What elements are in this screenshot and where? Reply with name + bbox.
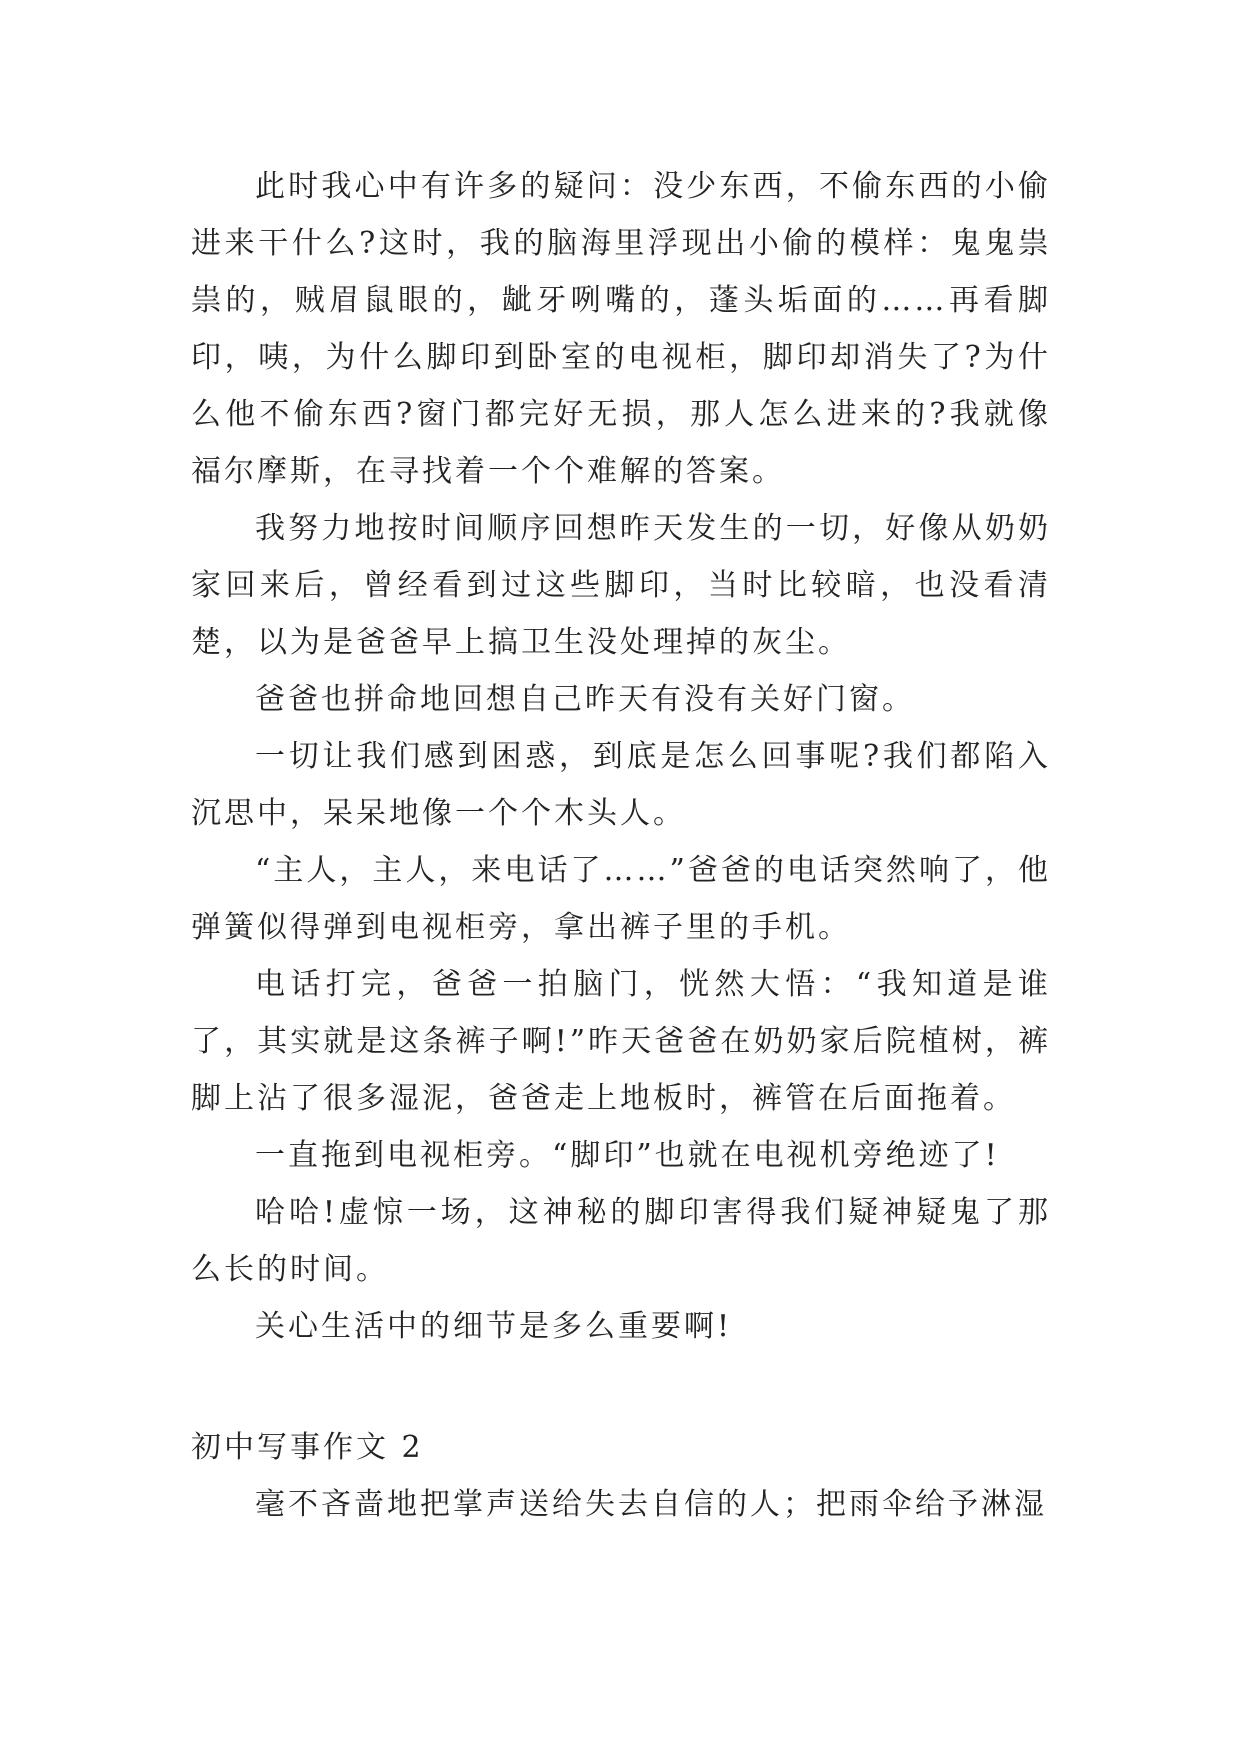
- section-title: 初中写事作文 2: [191, 1430, 424, 1465]
- paragraph: 一切让我们感到困惑，到底是怎么回事呢?我们都陷入沉思中，呆呆地像一个个木头人。: [191, 739, 1051, 831]
- paragraph: 毫不吝啬地把掌声送给失去自信的人；把雨伞给予淋湿: [255, 1487, 1047, 1522]
- paragraph: 我努力地按时间顺序回想昨天发生的一切，好像从奶奶家回来后，曾经看到过这些脚印，当时比较暗，也没看清楚，以为是爸爸早上搞卫生没处理掉的灰尘。: [191, 511, 1051, 660]
- paragraph: 电话打完，爸爸一拍脑门，恍然大悟：“我知道是谁了，其实就是这条裤子啊!”昨天爸爸在奶奶家后院植树，裤脚上沾了很多湿泥，爸爸走上地板时，裤管在后面拖着。: [191, 967, 1051, 1116]
- paragraph: 一直拖到电视柜旁。“脚印”也就在电视机旁绝迹了!: [255, 1138, 1000, 1173]
- document-body: [191, 158, 1051, 1533]
- paragraph: 此时我心中有许多的疑问：没少东西，不偷东西的小偷进来干什么?这时，我的脑海里浮现出小偷的模样：鬼鬼祟祟的，贼眉鼠眼的，龇牙咧嘴的，蓬头垢面的……再看脚印，咦，为什么脚印到卧室的电视柜，脚印却消失了?为什么他不偷东西?窗门都完好无损，那人怎么进来的?我就像福尔摩斯，在寻找着一个个难解的答案。: [191, 169, 1051, 489]
- paragraph: 爸爸也拼命地回想自己昨天有没有关好门窗。: [255, 682, 915, 717]
- paragraph: 哈哈!虚惊一场，这神秘的脚印害得我们疑神疑鬼了那么长的时间。: [191, 1195, 1051, 1287]
- paragraph: 关心生活中的细节是多么重要啊!: [255, 1309, 733, 1344]
- paragraph: “主人，主人，来电话了……”爸爸的电话突然响了，他弹簧似得弹到电视柜旁，拿出裤子里的手机。: [191, 853, 1051, 945]
